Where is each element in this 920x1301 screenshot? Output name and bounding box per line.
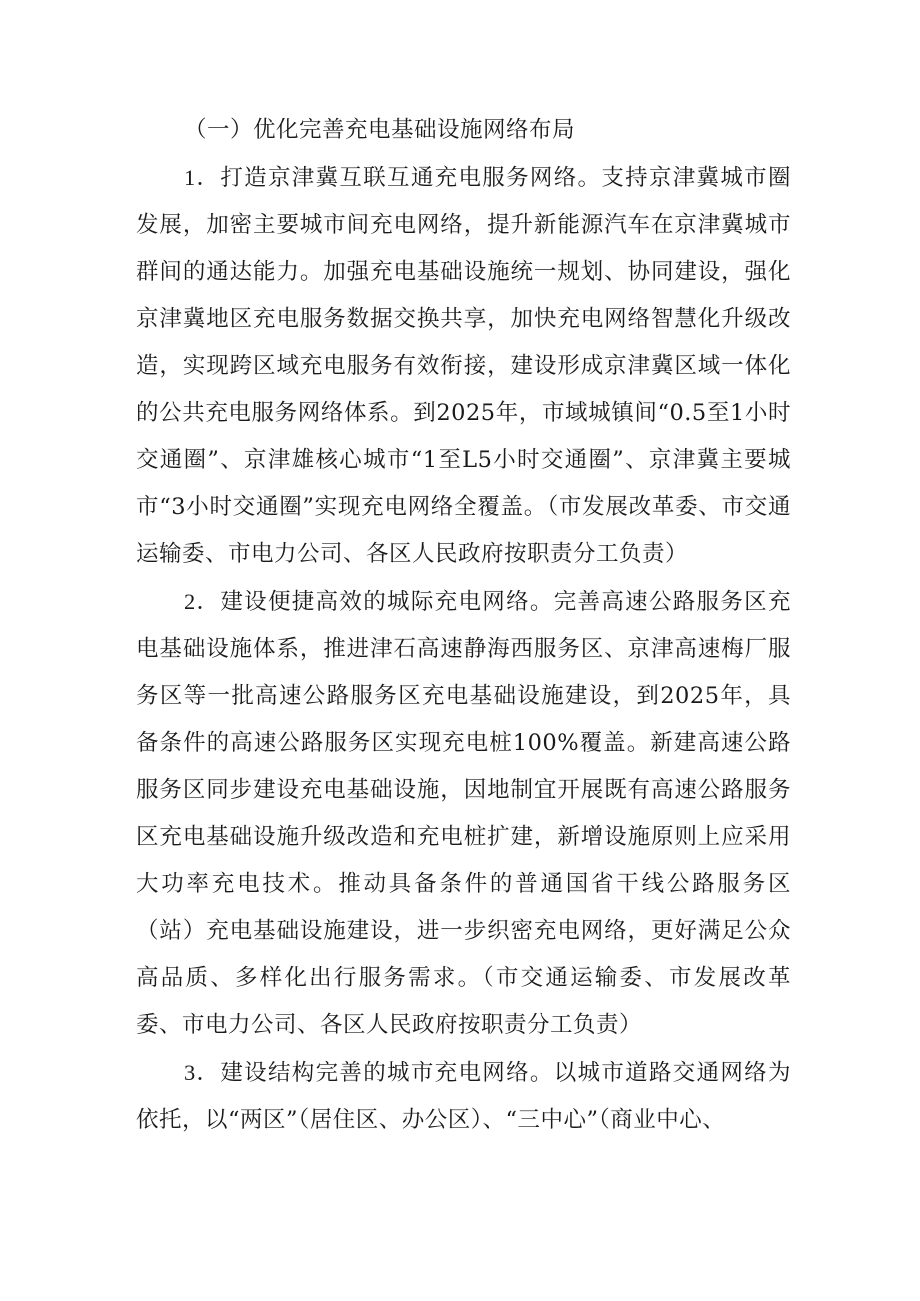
paragraph-text: ．建设便捷高效的城际充电网络。完善高速公路服务区充电基础设施体系，推进津石高速静海西服务区、京津高速梅厂服务区等一批高速公路服务区充电基础设施建设，到2025年，具备条件的高速公路服务区实现充电桩100%覆盖。新建高速公路服务区同步建设充电基础设施，因地制宜开展既有高速公路服务区充电基础设施升级改造和充电桩扩建，新增设施原则上应采用大功率充电技术。推动具备条件的普通国省干线公路服务区（站）充电基础设施建设，进一步织密充电网络，更好满足公众高品质、多样化出行服务需求。（市交通运输委、市发展改革委、市电力公司、各区人民政府按职责分工负责） — [136, 589, 791, 1038]
paragraph-number: 2 — [184, 589, 196, 614]
paragraph-text: ．打造京津冀互联互通充电服务网络。支持京津冀城市圈发展，加密主要城市间充电网络，提升新能源汽车在京津冀城市群间的通达能力。加强充电基础设施统一规划、协同建设，强化京津冀地区充电服务数据交换共享，加快充电网络智慧化升级改造，实现跨区域充电服务有效衔接，建设形成京津冀区域一体化的公共充电服务网络体系。到2025年，市域城镇间“0.5至1小时交通圈”、京津雄核心城市“1至L5小时交通圈”、京津冀主要城市“3小时交通圈”实现充电网络全覆盖。（市发展改革委、市交通运输委、市电力公司、各区人民政府按职责分工负责） — [136, 165, 791, 567]
section-heading: （一）优化完善充电基础设施网络布局 — [184, 117, 576, 143]
paragraph-number: 1 — [184, 165, 196, 190]
paragraph-3 — [136, 1049, 791, 1144]
paragraph-2 — [136, 578, 791, 1049]
paragraph-number: 3 — [184, 1060, 196, 1085]
document-body — [136, 107, 791, 1144]
paragraph-text: ．建设结构完善的城市充电网络。以城市道路交通网络为依托，以“两区”（居住区、办公区）、“三中心”（商业中心、 — [136, 1060, 791, 1133]
paragraph-1 — [136, 154, 791, 578]
